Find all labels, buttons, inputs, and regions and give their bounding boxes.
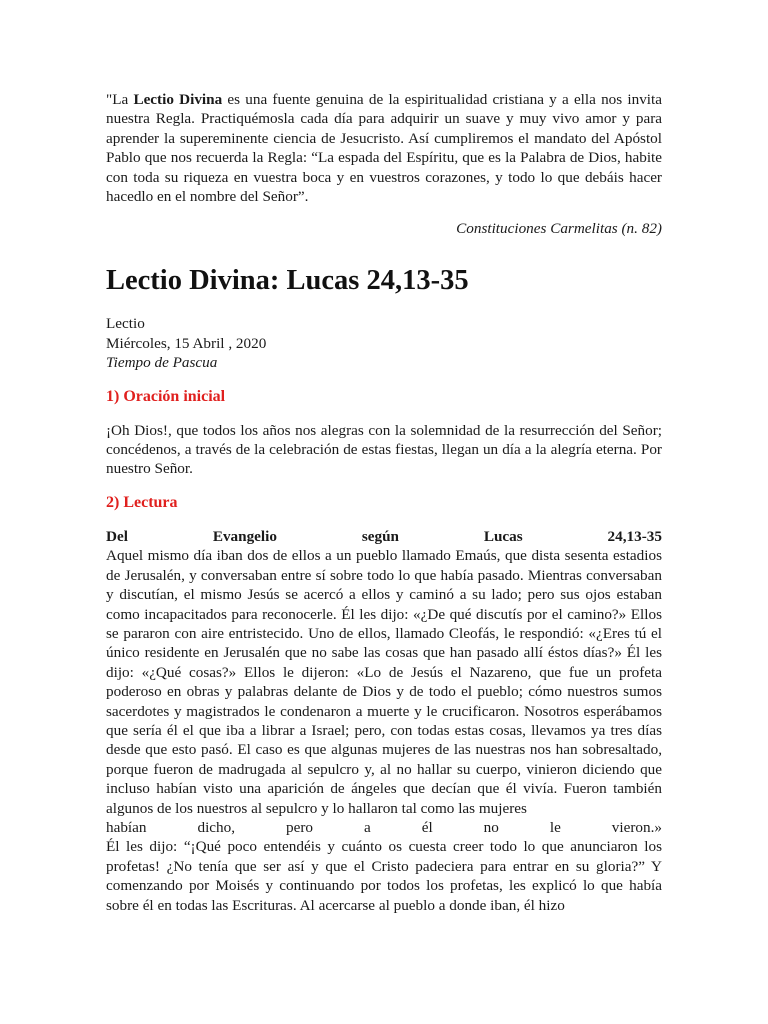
source-word: según — [361, 527, 399, 545]
reading-paragraph: Aquel mismo día iban dos de ellos a un pueblo llamado Emaús, que dista sesenta estadios de Jerusalén, y conversaban entre sí sobre todo lo que había pasado. Mientras conversaban y discutían, el mismo Jesús se acercó a ellos y caminó a su lado; pero sus ojos estaban como incapacitados para reconocerle. Él les dijo: «¿De qué discutís por el camino?» Ellos se pararon con aire entristecido. Uno de ellos, llamado Cleofás, le respondió: «¿Eres tú el único residente en Jerusalén que no sabe las cosas que han pasado allí éstos días?» Él les dijo: «¿Qué cosas?» Ellos le dijeron: «Lo de Jesús el Nazareno, que fue un profeta poderoso en obras y palabras delante de Dios y de todo el pueblo; cómo nuestros sumos sacerdotes y magistrados le condenaron a muerte y le crucificaron. Nosotros esperábamos que sería él el que iba a librar a Israel; pero, con todas estas cosas, llevamos ya tres días desde que esto pasó. El caso es que algunas mujeres de las nuestras nos han sobresaltado, porque fueron de madrugada al sepulcro y, al no hallar su cuerpo, vinieron diciendo que incluso habían visto una aparición de ángeles que decían que él vivía. Fueron también algunos de los nuestros al sepulcro y lo hallaron tal como las mujeres — [106, 547, 662, 817]
source-word: Evangelio — [212, 527, 277, 545]
spread-word: él — [421, 818, 433, 836]
intro-paragraph — [106, 90, 662, 206]
document-page — [106, 90, 662, 915]
reading-source-line — [106, 527, 662, 546]
intro-rest: es una fuente genuina de la espiritualidad cristiana y a ella nos invita nuestra Regla. Practiquémosla cada día para adquirir un suave y muy vivo amor y para aprender la supereminente ciencia de Jesucristo. Así cumpliremos el mandato del Apóstol Pablo que nos recuerda la Regla: “La espada del Espíritu, que es la Palabra de Dios, habite con toda su riqueza en vuestra boca y en vuestros corazones, y todo lo que debáis hacer hacedlo en el nombre del Señor”. — [106, 91, 662, 206]
spread-word: habían — [106, 818, 147, 836]
source-word: Lucas — [483, 527, 523, 545]
section-heading-oracion: 1) Oración inicial — [106, 387, 226, 405]
reading-paragraph-continued: Él les dijo: “¡Qué poco entendéis y cuánto os cuesta creer todo lo que anunciaron los profetas! ¿No tenía que ser así y que el Cristo padeciera para entrar en su gloria?” Y comenzando por Moisés y continuando por todos los profetas, les explicó lo que había sobre él en todas las Escrituras. Al acercarse al pueblo a donde iban, él hizo — [106, 838, 662, 914]
spread-word: a — [363, 818, 371, 836]
section-heading-lectura: 2) Lectura — [106, 493, 178, 511]
meta-label: Lectio — [106, 315, 145, 333]
source-word: Del — [106, 527, 128, 545]
source-word: 24,13-35 — [607, 527, 662, 545]
intro-highlight: Lectio Divina — [133, 91, 223, 108]
reading-block — [106, 527, 662, 915]
spread-word: no — [483, 818, 499, 836]
spread-word: le — [549, 818, 561, 836]
intro-citation: Constituciones Carmelitas (n. 82) — [456, 220, 662, 238]
prayer-paragraph: ¡Oh Dios!, que todos los años nos alegras con la solemnidad de la resurrección del Señor; concédenos, a través de la celebración de estas fiestas, llegan un día a la alegría eterna. Por nuestro Señor. — [106, 421, 662, 478]
page-title: Lectio Divina: Lucas 24,13-35 — [106, 265, 469, 297]
spread-word: dicho, — [197, 818, 236, 836]
meta-date: Miércoles, 15 Abril , 2020 — [106, 334, 267, 352]
intro-quote-open: "La — [106, 91, 134, 108]
spread-word: pero — [286, 818, 313, 836]
reading-spread-line — [106, 818, 662, 837]
meta-block — [106, 314, 662, 372]
meta-season: Tiempo de Pascua — [106, 354, 218, 372]
spread-word: vieron.» — [611, 818, 662, 836]
